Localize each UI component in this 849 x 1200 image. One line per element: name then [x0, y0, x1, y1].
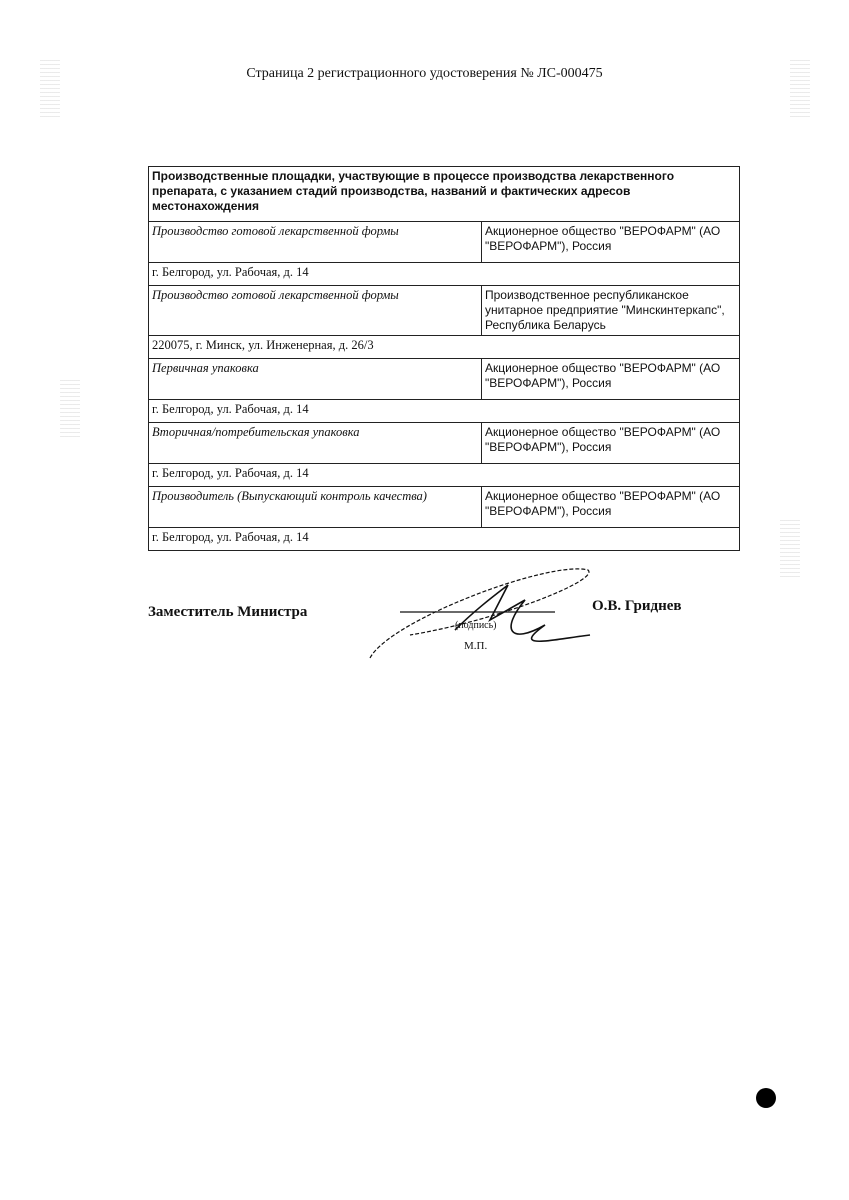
site-row	[149, 487, 740, 528]
organization: Акционерное общество "ВЕРОФАРМ" (АО "ВЕРОФАРМ"), Россия	[482, 222, 740, 263]
production-stage: Вторичная/потребительская упаковка	[149, 423, 482, 464]
production-stage: Первичная упаковка	[149, 359, 482, 400]
organization: Акционерное общество "ВЕРОФАРМ" (АО "ВЕРОФАРМ"), Россия	[482, 487, 740, 528]
signature-caption: (подпись)	[455, 620, 497, 631]
scan-noise	[60, 380, 80, 440]
site-address: г. Белгород, ул. Рабочая, д. 14	[149, 400, 740, 423]
page-title: Страница 2 регистрационного удостоверения № ЛС-000475	[246, 66, 603, 81]
site-address-row	[149, 263, 740, 286]
signer-position: Заместитель Министра	[148, 604, 308, 620]
site-address-row	[149, 528, 740, 551]
production-stage: Производитель (Выпускающий контроль качества)	[149, 487, 482, 528]
site-address: г. Белгород, ул. Рабочая, д. 14	[149, 464, 740, 487]
site-row	[149, 286, 740, 336]
site-row	[149, 359, 740, 400]
signer-name: О.В. Гриднев	[592, 598, 682, 614]
scan-mark	[756, 1088, 776, 1108]
site-address-row	[149, 464, 740, 487]
handwritten-signature	[350, 560, 600, 670]
organization: Акционерное общество "ВЕРОФАРМ" (АО "ВЕРОФАРМ"), Россия	[482, 423, 740, 464]
organization: Акционерное общество "ВЕРОФАРМ" (АО "ВЕРОФАРМ"), Россия	[482, 359, 740, 400]
site-address: 220075, г. Минск, ул. Инженерная, д. 26/3	[149, 336, 740, 359]
site-row	[149, 423, 740, 464]
site-address: г. Белгород, ул. Рабочая, д. 14	[149, 528, 740, 551]
organization: Производственное республиканское унитарное предприятие "Минскинтеркапс", Республика Беларусь	[482, 286, 740, 336]
site-address-row	[149, 400, 740, 423]
site-row	[149, 222, 740, 263]
table-header: Производственные площадки, участвующие в процессе производства лекарственного препарата, с указанием стадий производства, названий и фактических адресов местонахождения	[149, 167, 740, 222]
production-stage: Производство готовой лекарственной формы	[149, 222, 482, 263]
stamp-place: М.П.	[464, 640, 488, 652]
site-address: г. Белгород, ул. Рабочая, д. 14	[149, 263, 740, 286]
scan-noise	[780, 520, 800, 580]
production-sites-table	[148, 166, 740, 551]
production-stage: Производство готовой лекарственной формы	[149, 286, 482, 336]
site-address-row	[149, 336, 740, 359]
